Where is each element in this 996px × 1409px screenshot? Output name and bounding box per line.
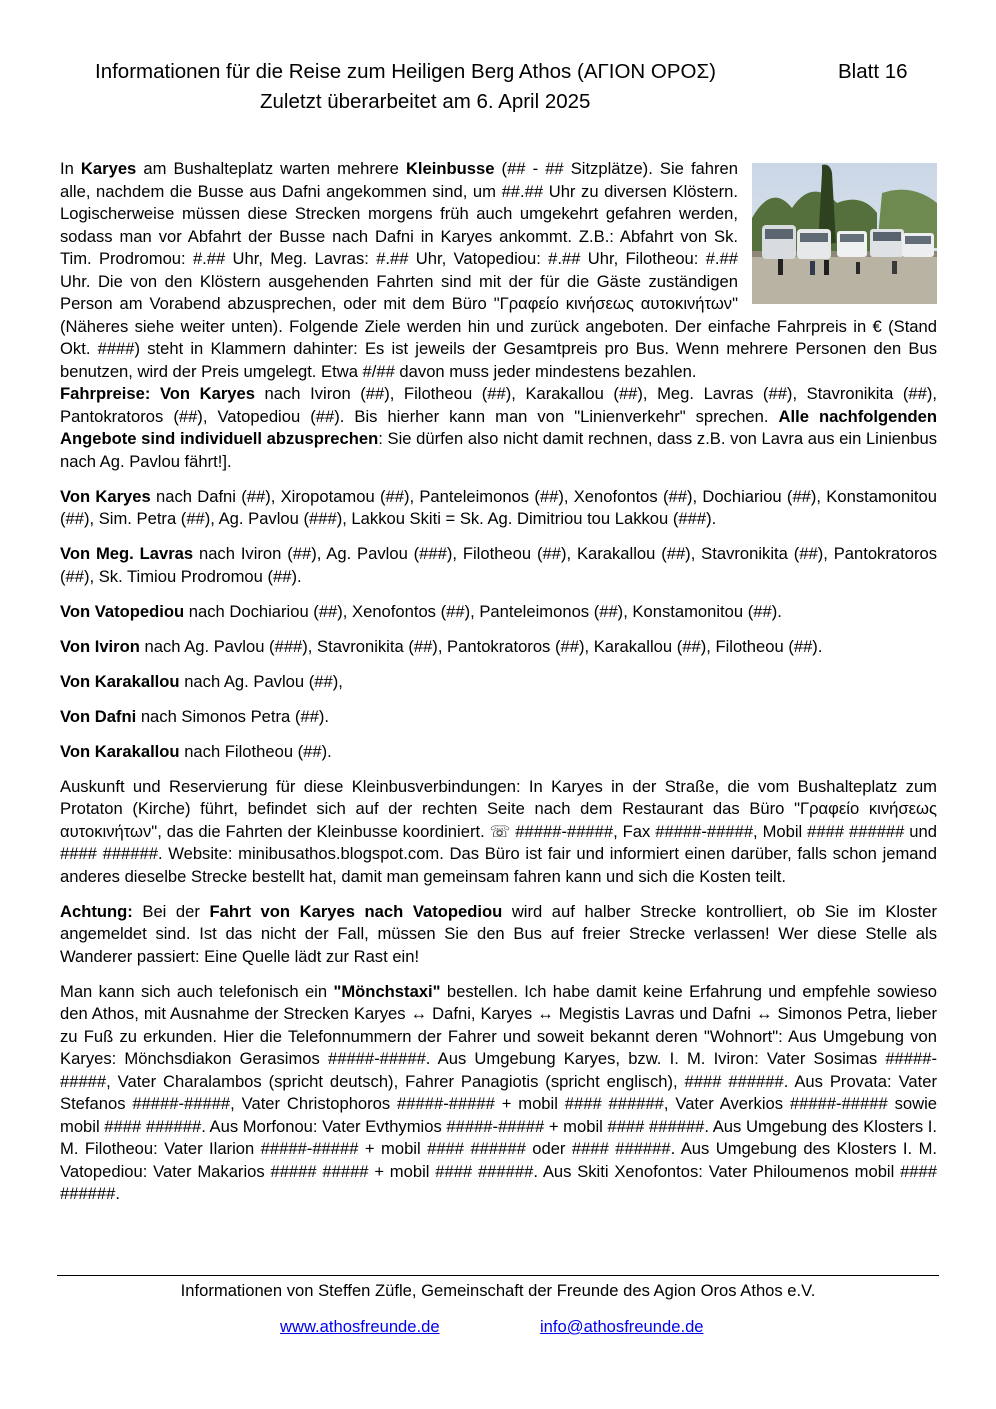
minibus-photo-icon xyxy=(752,163,937,304)
taxi-paragraph: Man kann sich auch telefonisch ein "Mönchstaxi" bestellen. Ich habe damit keine Erfahrung und empfehle sowieso den Athos, mit Ausnahme der Strecken Karyes ↔ Dafni, Karyes ↔ Megistis Lavras und Dafni ↔ Simonos Petra, lieber zu Fuß zu erkunden. Hier die Telefonnummern der Fahrer und soweit bekannt deren "Wohnort": Aus Umgebung von Karyes: Mönchsdiakon Gerasimos #####-#####. Aus Umgebung Karyes, bzw. I. M. Iviron: Vater Sosimas #####-#####, Vater Charalambos (spricht deutsch), Fahrer Panagiotis (spricht englisch), #### ######. Aus Provata: Vater Stefanos #####-#####, Vater Christophoros #####-##### + mobil #### ######, Vater Averkios #####-##### sowie mobil #### ######. Aus Morfonou: Vater Evthymios #####-##### + mobil #### ######. Aus Umgebung des Klosters I. M. Filotheou: Vater Ilarion #####-##### + mobil #### ###### oder #### ######. Aus Umgebung des Klosters I. M. Vatopediou: Vater Makarios ##### ##### + mobil #### ######. Aus Skiti Xenofontos: Vater Philoumenos mobil #### ######. xyxy=(60,981,937,1203)
route-iviron: Von Iviron nach Ag. Pavlou (###), Stavronikita (##), Pantokratoros (##), Karakallou (##), Filotheou (##). xyxy=(60,636,823,656)
intro-paragraph: In Karyes am Bushalteplatz warten mehrere Kleinbusse (## - ## Sitzplätze). Sie fahren alle, nachdem die Busse aus Dafni angekommen sind, um ##.## Uhr zu diversen Klöstern. Logischerweise müssen diese Strecken morgens früh auch umgekehrt gefahren werden, sodass man vor Abfahrt der Busse nach Dafni in Karyes ankommt. Z.B.: Abfahrt von Sk. Tim. Prodromou: #.## Uhr, Meg. Lavras: #.## Uhr, Vatopediou: #.## Uhr, Filotheou: #.## Uhr. Die von den Klöstern ausgehenden Fahrten sind mit der für die Gäste zuständigen Person am Vorabend abzusprechen, oder mit dem Büro "Γραφείο κινήσεως αυτοκινήτων" (Näheres siehe weiter unten). Folgende Ziele werden hin und zurück angeboten. Der einfache Fahrpreis in € (Stand Okt. ####) steht in Klammern dahinter: Es ist jeweils der Gesamtpreis pro Bus. Wenn mehrere Personen den Bus benutzen, wird der Preis umgelegt. Etwa #/## davon muss jeder mindestens bezahlen. xyxy=(60,159,937,381)
route-vatopediou: Von Vatopediou nach Dochiariou (##), Xenofontos (##), Panteleimonos (##), Konstamonitou (##). xyxy=(60,601,782,621)
footer-divider xyxy=(57,1275,939,1276)
revision-date: Zuletzt überarbeitet am 6. April 2025 xyxy=(260,90,591,113)
document-title: Informationen für die Reise zum Heiligen Berg Athos (ΑΓΙΟΝ ΟΡΟΣ) xyxy=(95,60,716,83)
route-meg-lavras: Von Meg. Lavras nach Iviron (##), Ag. Pavlou (###), Filotheou (##), Karakallou (##), Stavronikita (##), Pantokratoros (##), Sk. Timiou Prodromou (##). xyxy=(60,544,937,586)
footer-credit: Informationen von Steffen Züfle, Gemeinschaft der Freunde des Agion Oros Athos e.V. xyxy=(180,1281,816,1300)
route-karakallou: Von Karakallou nach Ag. Pavlou (##), xyxy=(60,671,343,691)
fares-paragraph: Fahrpreise: Von Karyes nach Iviron (##), Filotheou (##), Karakallou (##), Meg. Lavras (##), Stavronikita (##), Pantokratoros (##), Vatopediou (##). Bis hierher kann man von "Linienverkehr" sprechen. Alle nachfolgenden Angebote sind individuell abzusprechen: Sie dürfen also nicht damit rechnen, dass z.B. von Lavra aus ein Linienbus nach Ag. Pavlou fährt!]. xyxy=(60,384,938,471)
sheet-number: Blatt 16 xyxy=(838,60,908,83)
main-content xyxy=(60,158,937,1218)
place-karyes: Karyes xyxy=(80,159,137,178)
website-link[interactable]: www.athosfreunde.de xyxy=(280,1317,440,1336)
email-link[interactable]: info@athosfreunde.de xyxy=(540,1317,704,1336)
route-karyes: Von Karyes nach Dafni (##), Xiropotamou (##), Panteleimonos (##), Xenofontos (##), Dochiariou (##), Konstamonitou (##), Sim. Petra (##), Ag. Pavlou (###), Lakkou Skiti = Sk. Ag. Dimitriou tou Lakkou (###). xyxy=(60,486,937,528)
info-paragraph: Auskunft und Reservierung für diese Kleinbusverbindungen: In Karyes in der Straße, die vom Bushalteplatz zum Protaton (Kirche) führt, befindet sich auf der rechten Seite nach dem Restaurant das Büro "Γραφείο κινήσεως αυτοκινήτων", das die Fahrten der Kleinbusse koordiniert. ☏ #####-#####, Fax #####-#####, Mobil #### ###### und #### ######. Website: minibusathos.blogspot.com. Das Büro ist fair und informiert einen darüber, falls schon jemand anderes dieselbe Strecke bestellt hat, damit man gemeinsam fahren kann und sich die Kosten teilt. xyxy=(60,776,937,886)
kleinbusse-label: Kleinbusse xyxy=(405,159,495,178)
route-dafni: Von Dafni nach Simonos Petra (##). xyxy=(60,706,329,726)
warning-paragraph: Achtung: Bei der Fahrt von Karyes nach Vatopediou wird auf halber Strecke kontrolliert, ob Sie im Kloster angemeldet sind. Ist das nicht der Fall, müssen Sie den Bus auf freier Strecke verlassen! Wer diese Stelle als Wanderer passiert: Eine Quelle lädt zur Rast ein! xyxy=(60,901,937,966)
route-karakallou-2: Von Karakallou nach Filotheou (##). xyxy=(60,741,332,761)
